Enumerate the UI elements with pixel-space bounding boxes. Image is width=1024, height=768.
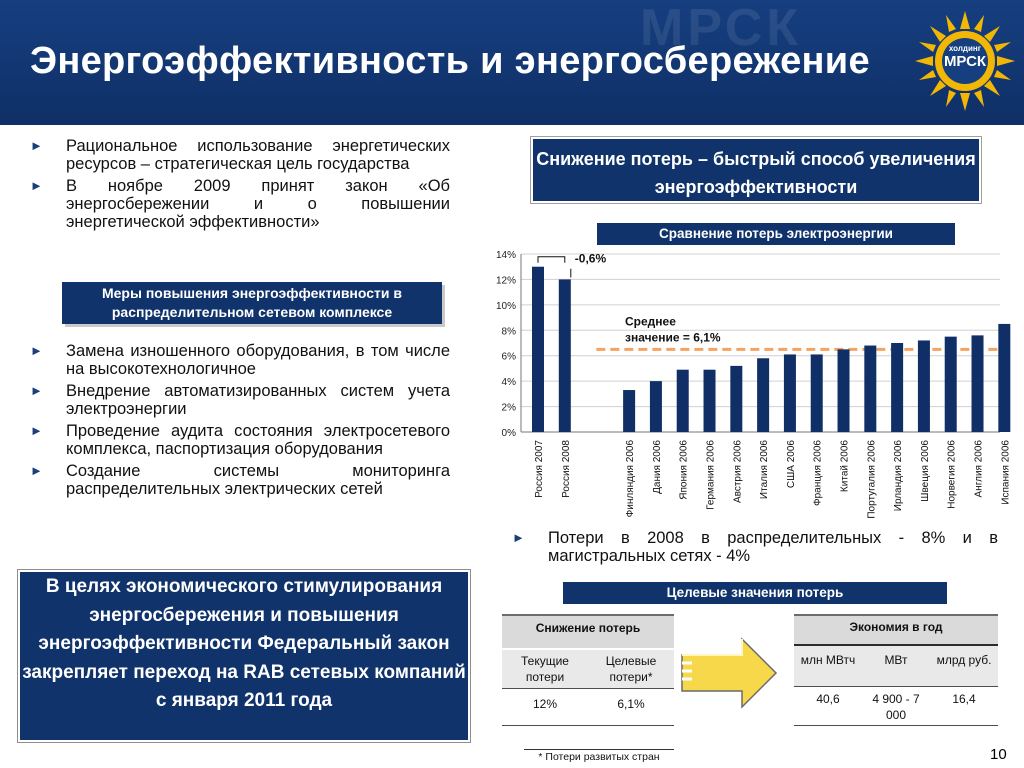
x-category-label: Россия 2008	[560, 440, 572, 498]
measure-bullet: ► Замена изношенного оборудования, в том числе на высокотехнологичное	[30, 342, 450, 378]
logo-sun-icon	[914, 10, 1016, 112]
logo-main-text: МРСК	[943, 53, 987, 70]
chart-bar	[650, 381, 662, 432]
x-category-label: США 2006	[785, 440, 797, 489]
page-title: Энергоэффективность и энергосбережение	[30, 40, 870, 82]
change-label: -0,6%	[574, 251, 607, 266]
column-header: млн МВтч	[800, 653, 856, 667]
intro-bullet: ► В ноябре 2009 принят закон «Об энергосбережении и о повышении энергетической эффективности»	[30, 177, 450, 231]
table-cell: 16,4	[952, 692, 976, 706]
chart-bar	[838, 349, 850, 432]
column-header: МВт	[884, 653, 908, 667]
intro-bullet-list	[30, 137, 450, 235]
x-category-label: Дания 2006	[651, 440, 663, 494]
chart-bar	[891, 343, 903, 432]
chart-bar	[730, 366, 742, 432]
chart-bar	[918, 340, 930, 432]
x-category-label: Англия 2006	[973, 440, 985, 498]
x-category-label: Италия 2006	[759, 440, 771, 500]
loss-note-list	[512, 529, 998, 569]
bullet-arrow-icon: ►	[30, 383, 43, 398]
chart-bar	[998, 324, 1010, 432]
x-category-label: Россия 2007	[534, 440, 545, 498]
x-category-label: Австрия 2006	[732, 440, 744, 504]
y-tick-label: 2%	[501, 402, 516, 414]
company-logo	[914, 10, 1016, 112]
x-category-label: Португалия 2006	[866, 440, 878, 519]
table-cell: 12%	[532, 697, 558, 711]
bullet-arrow-icon: ►	[30, 343, 43, 358]
footnote: * Потери развитых стран	[524, 749, 674, 763]
header-bar	[0, 0, 1024, 125]
y-tick-label: 0%	[501, 428, 516, 439]
chart-bar	[623, 390, 635, 432]
chart-bar	[811, 354, 823, 432]
y-tick-label: 14%	[495, 250, 516, 261]
x-category-label: Ирландия 2006	[893, 440, 905, 512]
x-category-label: Финляндия 2006	[625, 440, 637, 518]
intro-bullet: ► Рациональное использование энергетических ресурсов – стратегическая цель государства	[30, 137, 450, 173]
table-header: Снижение потерь	[502, 614, 674, 648]
x-category-label: Швеция 2006	[919, 440, 931, 502]
annual-savings-table	[794, 614, 998, 726]
x-category-label: Китай 2006	[839, 440, 851, 493]
chart-bar	[532, 267, 544, 432]
table-cell: 6,1%	[617, 697, 645, 711]
targets-title: Целевые значения потерь	[563, 582, 947, 604]
y-tick-label: 12%	[495, 275, 516, 287]
bullet-arrow-icon: ►	[30, 423, 43, 438]
measures-heading: Меры повышения энергоэффективности в распределительном сетевом комплексе	[62, 282, 442, 324]
table-subheader-row	[794, 646, 998, 687]
bullet-arrow-icon: ►	[30, 138, 43, 153]
header-watermark: МРСК	[640, 0, 802, 57]
table-subheader-row	[502, 650, 674, 689]
chart-bar	[677, 370, 689, 432]
bullet-arrow-icon: ►	[30, 463, 43, 478]
loss-reduction-heading: Снижение потерь – быстрый способ увеличения энергоэффективности	[531, 137, 981, 203]
measures-bullet-list	[30, 342, 450, 502]
table-header: Экономия в год	[794, 614, 998, 646]
column-header: млрд руб.	[936, 653, 992, 667]
column-header: Целевые потери*	[605, 654, 657, 684]
chart-bar	[757, 358, 769, 432]
rab-callout-box: В целях экономического стимулирования энергосбережения и повышения энергоэффективности Федеральный закон закрепляет переход на RAB сетевых компаний с января 2011 года	[18, 570, 470, 742]
chart-title: Сравнение потерь электроэнергии	[597, 223, 955, 245]
page-number: 10	[990, 746, 1007, 763]
measure-bullet: ► Проведение аудита состояния электросетевого комплекса, паспортизация оборудования	[30, 422, 450, 458]
right-arrow-icon	[680, 635, 780, 711]
x-category-label: Испания 2006	[1000, 440, 1012, 505]
chart-bar	[864, 346, 876, 432]
table-row	[794, 687, 998, 726]
table-cell: 4 900 - 7 000	[872, 692, 920, 722]
x-category-label: Германия 2006	[705, 440, 717, 510]
logo-top-text: холдинг	[948, 44, 982, 53]
chart-bar	[704, 370, 716, 432]
x-category-label: Япония 2006	[678, 440, 690, 500]
bullet-arrow-icon: ►	[512, 530, 525, 545]
y-tick-label: 4%	[501, 377, 516, 389]
y-tick-label: 10%	[495, 300, 516, 312]
table-cell: 40,6	[816, 692, 840, 706]
x-category-label: Норвегия 2006	[946, 440, 958, 509]
average-label: Среднее	[625, 314, 676, 329]
chart-bar	[784, 354, 796, 432]
loss-reduction-table	[502, 614, 674, 726]
table-row	[502, 689, 674, 726]
loss-comparison-chart	[486, 246, 1012, 538]
y-tick-label: 8%	[501, 326, 516, 338]
chart-bar	[972, 335, 984, 432]
measure-bullet: ► Создание системы мониторинга распределительных электрических сетей	[30, 462, 450, 498]
change-bracket	[538, 257, 565, 263]
bullet-arrow-icon: ►	[30, 178, 43, 193]
chart-bar	[559, 279, 571, 432]
chart-bar	[945, 337, 957, 432]
column-header: Текущие потери	[521, 654, 569, 684]
average-label: значение = 6,1%	[625, 330, 721, 345]
loss-note-bullet: ► Потери в 2008 в распределительных - 8% и в магистральных сетях - 4%	[512, 529, 998, 565]
x-category-label: Франция 2006	[812, 440, 824, 507]
y-tick-label: 6%	[501, 351, 516, 363]
measure-bullet: ► Внедрение автоматизированных систем учета электроэнергии	[30, 382, 450, 418]
